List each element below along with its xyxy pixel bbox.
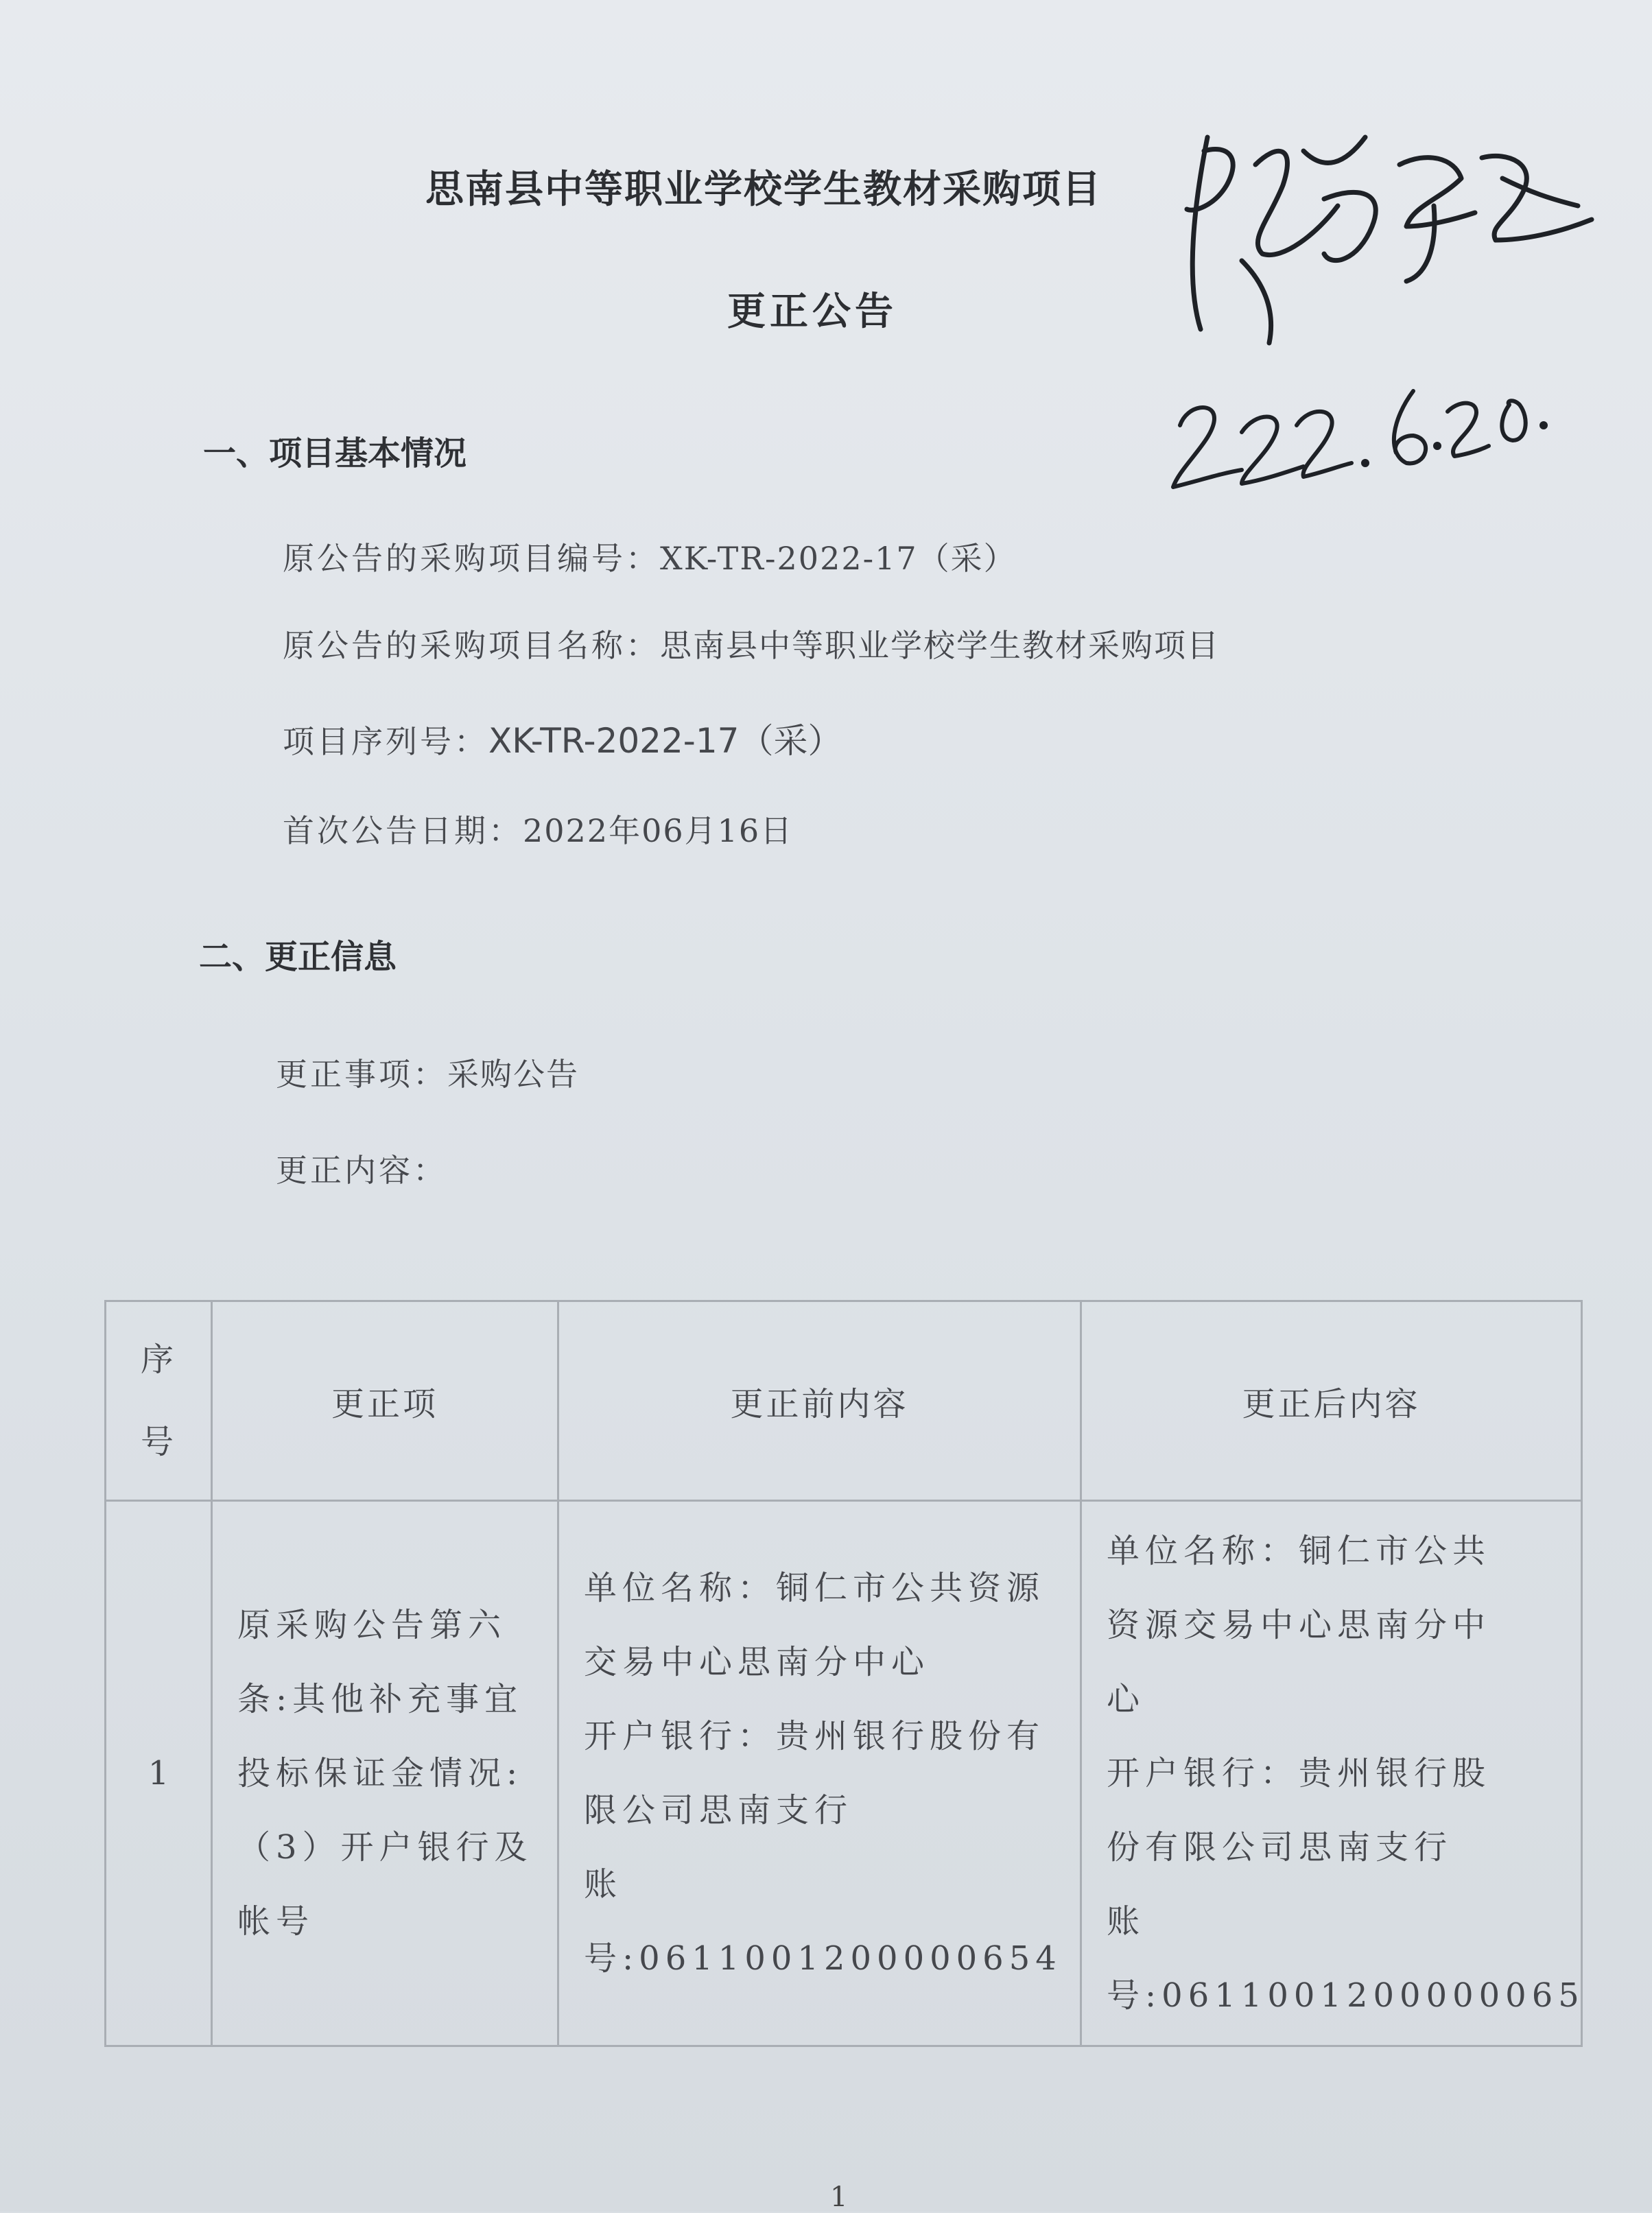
header-before: 更正前内容 (558, 1301, 1081, 1501)
section2-heading: 二、更正信息 (199, 938, 397, 976)
document-title: 思南县中等职业学校学生教材采购项目 (425, 167, 1102, 212)
first-date-value: 2022年06月16日 (523, 812, 794, 849)
table-header-row (106, 1301, 1582, 1501)
original-project-name-label: 原公告的采购项目名称： (283, 627, 660, 664)
original-project-name-value: 思南县中等职业学校学生教材采购项目 (660, 627, 1220, 664)
correction-matter-value: 采购公告 (447, 1056, 579, 1093)
document-subtitle: 更正公告 (727, 289, 897, 334)
header-index: 序 号 (106, 1301, 212, 1501)
correction-matter-label: 更正事项： (276, 1056, 447, 1093)
row-index: 1 (106, 1501, 212, 2046)
project-serial-value: XK-TR-2022-17（采） (488, 721, 842, 761)
table-row (106, 1501, 1582, 2046)
correction-table (104, 1300, 1583, 2047)
original-project-number-value: XK-TR-2022-17（采） (660, 540, 1017, 577)
first-announcement-date (283, 806, 793, 851)
original-project-number-label: 原公告的采购项目编号： (283, 540, 660, 577)
first-date-label: 首次公告日期： (283, 812, 523, 849)
row-after: 单位名称：铜仁市公共 资源交易中心思南分中 心 开户银行：贵州银行股 份有限公司思南支行 账号:0611001200000065 (1081, 1501, 1582, 2046)
correction-matter (276, 1050, 579, 1095)
project-serial (283, 713, 842, 763)
handwritten-signature (1166, 123, 1605, 514)
row-before: 单位名称：铜仁市公共资源 交易中心思南分中心 开户银行：贵州银行股份有 限公司思南支行 账号:0611001200000654 (558, 1501, 1081, 2046)
project-serial-label: 项目序列号： (283, 723, 488, 760)
header-item: 更正项 (212, 1301, 558, 1501)
section1-heading: 一、项目基本情况 (203, 434, 467, 473)
page-number: 1 (830, 2181, 848, 2213)
original-project-name (283, 621, 1220, 666)
original-project-number (283, 534, 1017, 579)
correction-content-label: 更正内容： (276, 1152, 447, 1189)
row-item: 原采购公告第六 条:其他补充事宜 投标保证金情况: （3）开户银行及 帐号 (212, 1501, 558, 2046)
header-after: 更正后内容 (1081, 1301, 1582, 1501)
